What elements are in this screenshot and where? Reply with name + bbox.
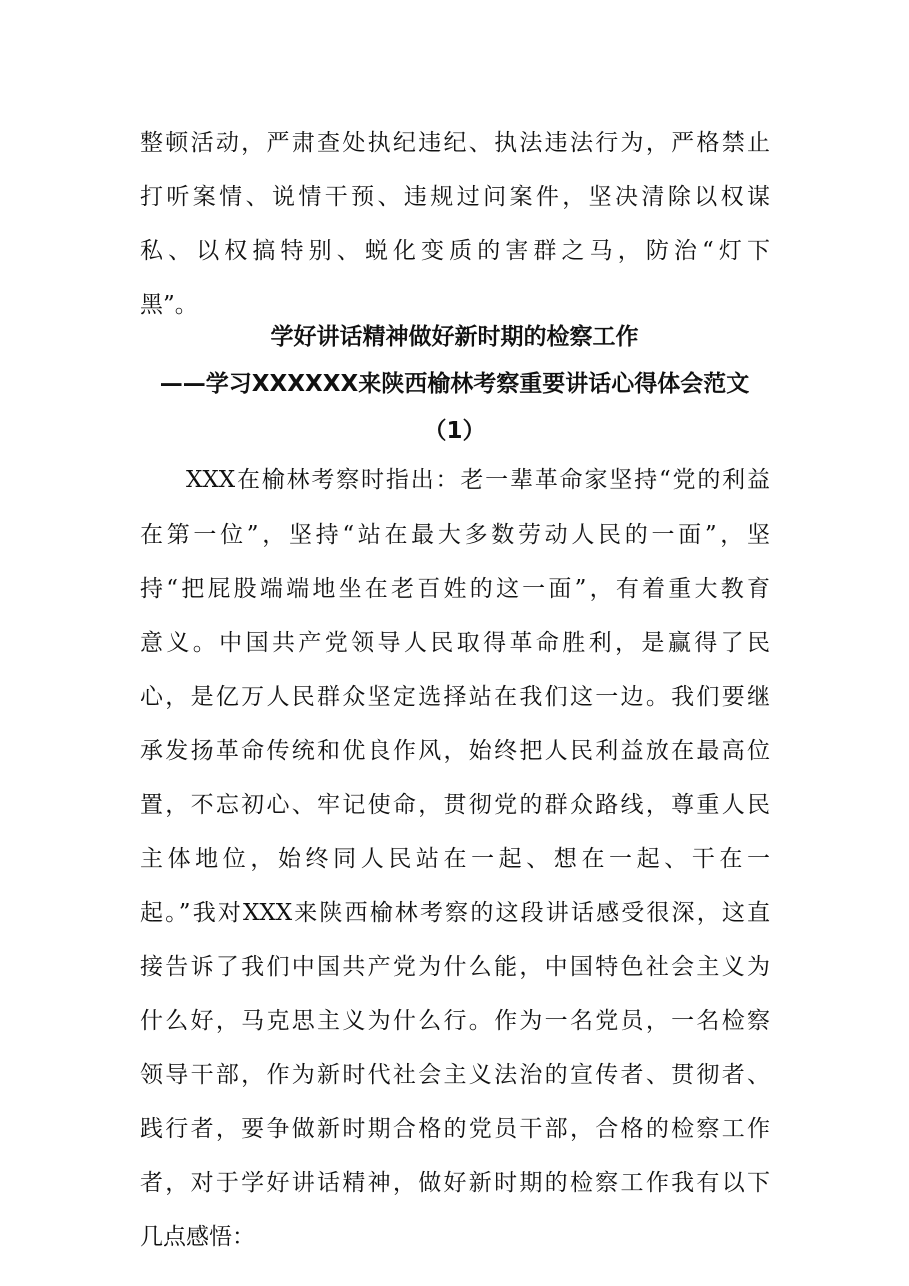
paragraph-line: 心，是亿万人民群众坚定选择站在我们这一边。我们要继 [140, 684, 770, 710]
paragraph-line: 黑”。 [140, 292, 198, 318]
paragraph-line: 几点感悟： [140, 1224, 255, 1250]
paragraph-line: 起。”我对XXX来陕西榆林考察的这段讲话感受很深，这直 [140, 900, 770, 926]
paragraph-line: 接告诉了我们中国共产党为什么能，中国特色社会主义为 [140, 954, 770, 980]
paragraph-line: 主体地位，始终同人民站在一起、想在一起、干在一 [140, 846, 770, 872]
paragraph-line: 什么好，马克思主义为什么行。作为一名党员，一名检察 [140, 1008, 770, 1034]
paragraph-line: XXX在榆林考察时指出：老一辈革命家坚持“党的利益 [186, 467, 770, 493]
paragraph-line: 打听案情、说情干预、违规过问案件，坚决清除以权谋 [140, 184, 770, 210]
section-number: （1） [423, 418, 486, 444]
paragraph-line: 私、以权搞特别、蜕化变质的害群之马，防治“灯下 [140, 238, 770, 264]
paragraph-line: 承发扬革命传统和优良作风，始终把人民利益放在最高位 [140, 738, 770, 764]
paragraph-line: 领导干部，作为新时代社会主义法治的宣传者、贯彻者、 [140, 1062, 770, 1088]
paragraph-line: 置，不忘初心、牢记使命，贯彻党的群众路线，尊重人民 [140, 792, 770, 818]
paragraph-line: 持“把屁股端端地坐在老百姓的这一面”，有着重大教育 [140, 576, 770, 602]
paragraph-line: 践行者，要争做新时期合格的党员干部，合格的检察工作 [140, 1116, 770, 1142]
paragraph-line: 意义。中国共产党领导人民取得革命胜利，是赢得了民 [140, 630, 770, 656]
paragraph-line: 整顿活动，严肃查处执纪违纪、执法违法行为，严格禁止 [140, 130, 770, 156]
document-subtitle: ——学习XXXXXX来陕西榆林考察重要讲话心得体会范文 [159, 371, 750, 397]
paragraph-line: 在第一位”，坚持“站在最大多数劳动人民的一面”，坚 [140, 522, 770, 548]
paragraph-line: 者，对于学好讲话精神，做好新时期的检察工作我有以下 [140, 1170, 770, 1196]
document-title: 学好讲话精神做好新时期的检察工作 [270, 324, 639, 350]
